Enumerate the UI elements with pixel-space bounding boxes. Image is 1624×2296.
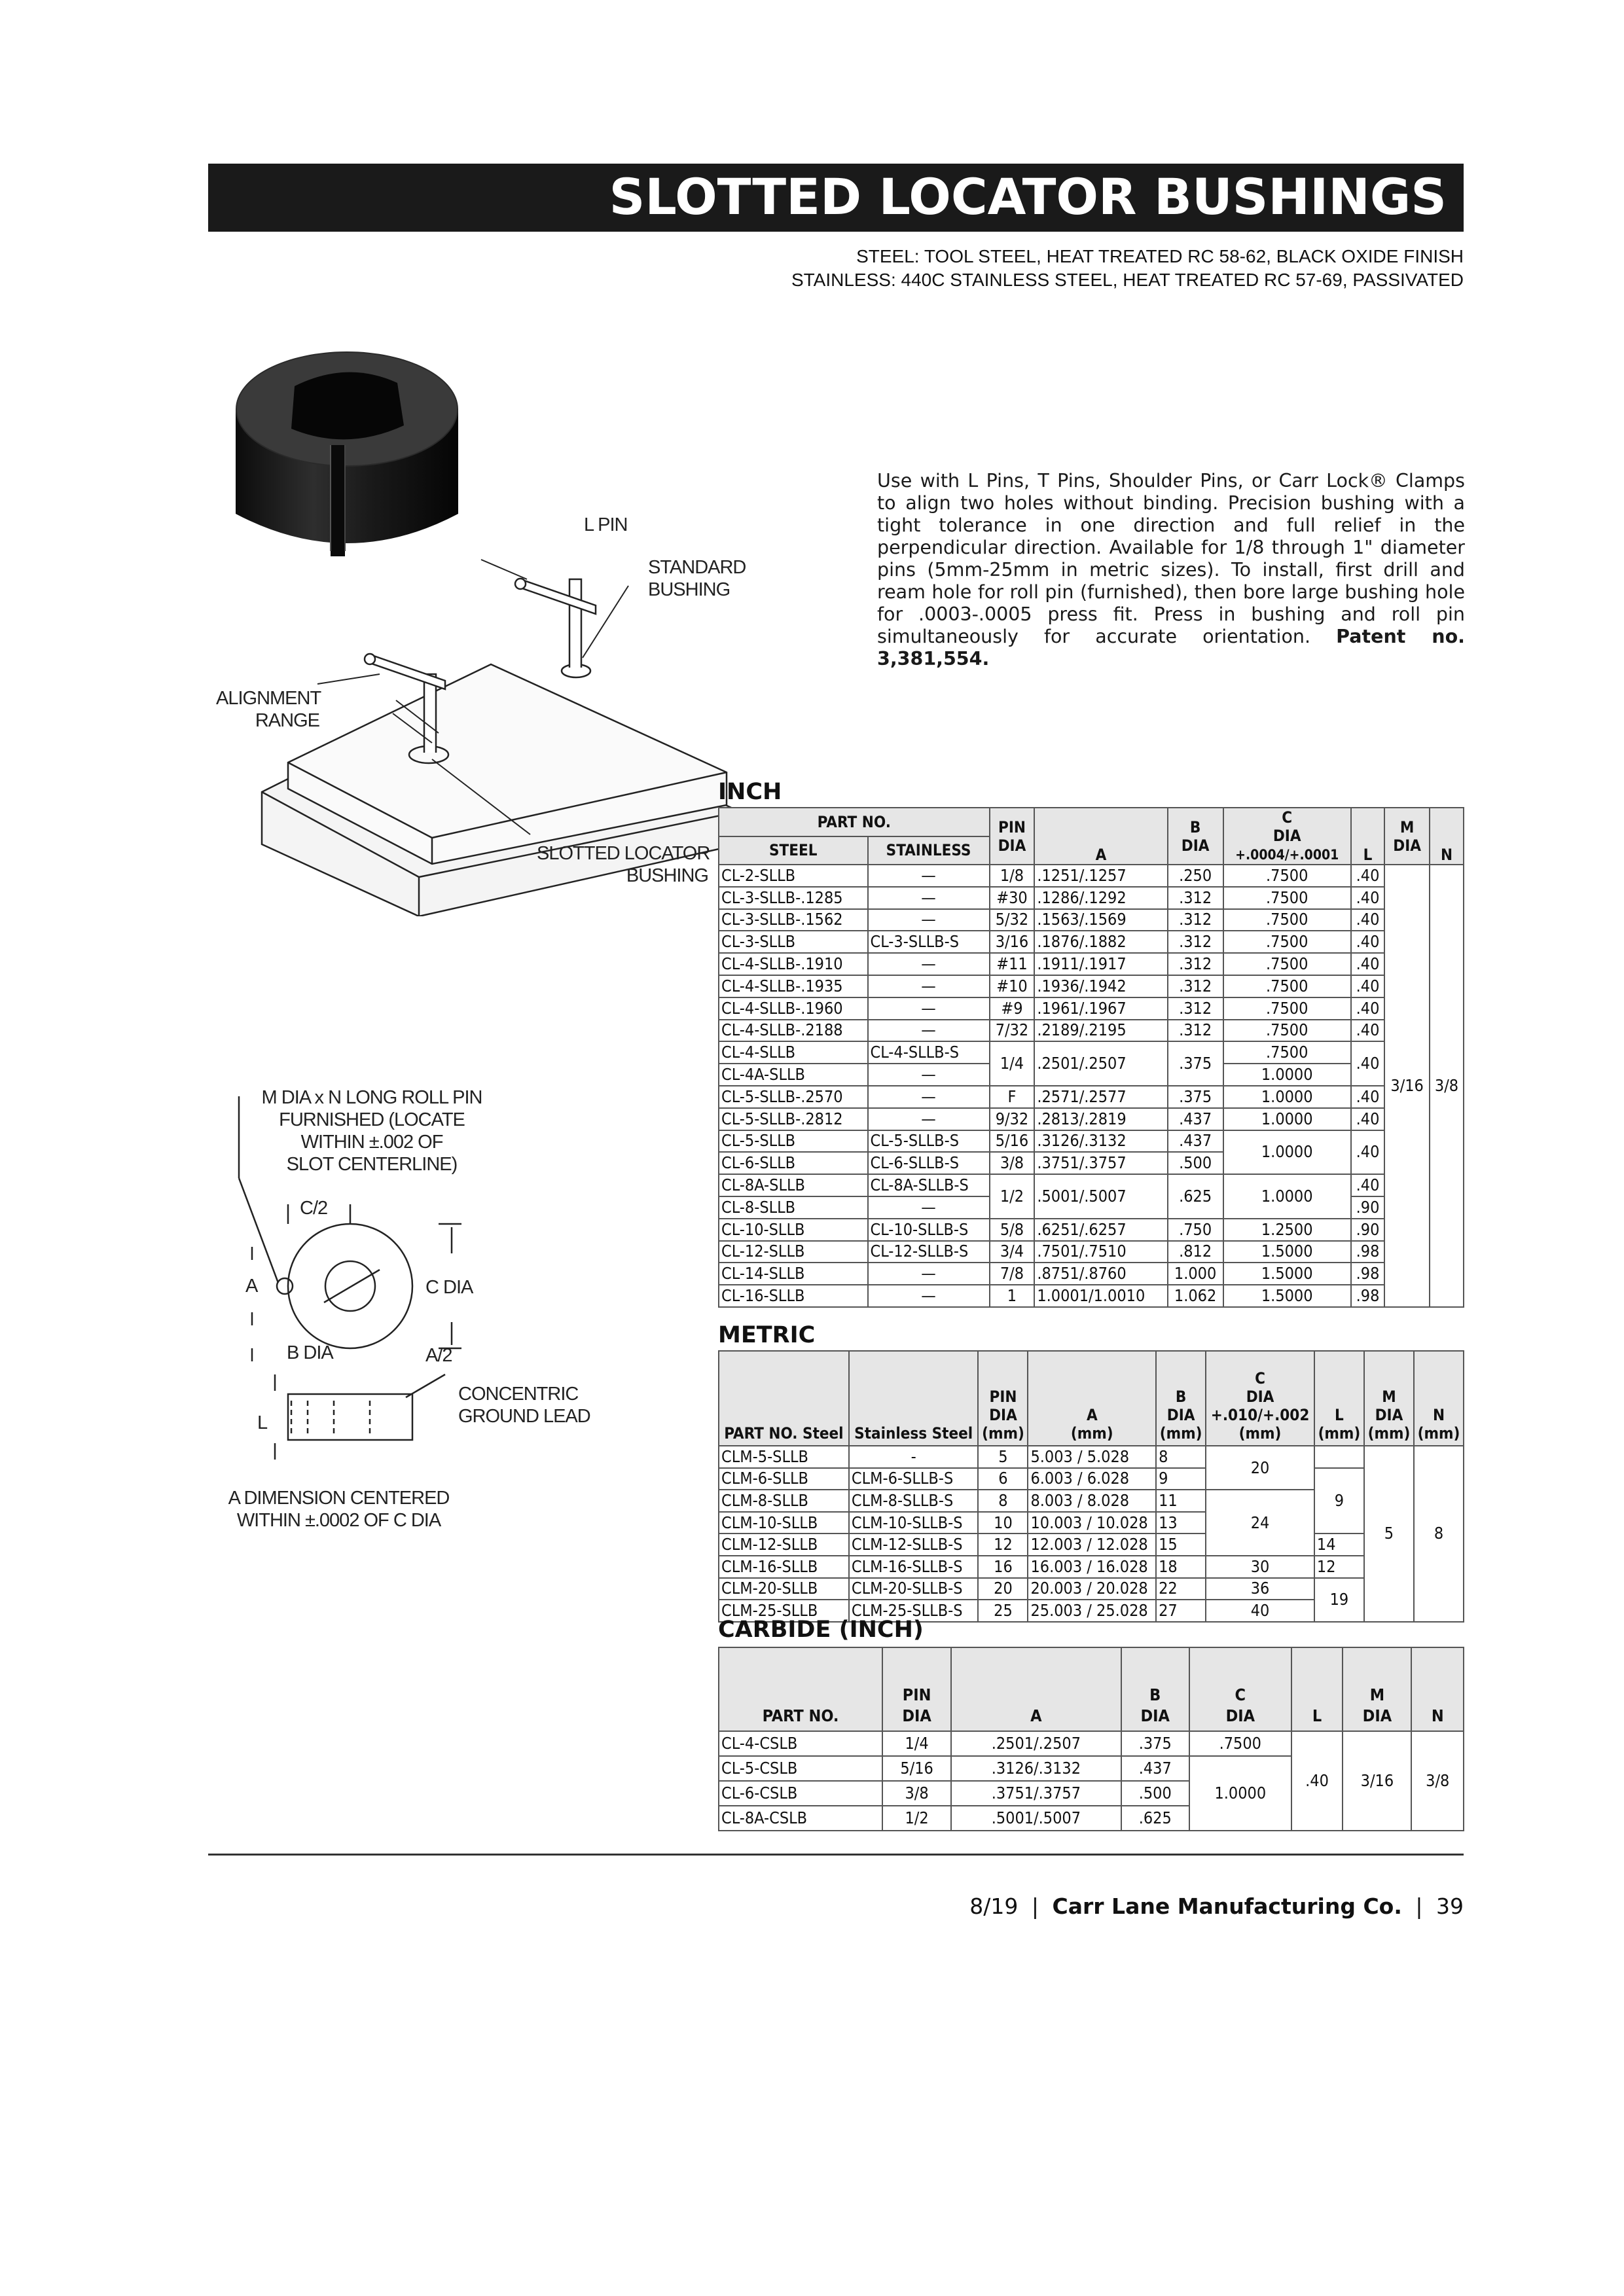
callout-l-pin: L PIN bbox=[584, 514, 628, 535]
table-row: CL-6-SLLB CL-6-SLLB-S 3/8 .3751/.3757 .500 bbox=[719, 1152, 1464, 1174]
table-row: CL-4-SLLB CL-4-SLLB-S 1/4 .2501/.2507 .375 .7500 .40 bbox=[719, 1041, 1464, 1064]
header-c-dia: C DIA +.010/+.002 (mm) bbox=[1206, 1351, 1314, 1446]
header-n: N bbox=[1430, 808, 1464, 865]
header-part-no: PART NO. bbox=[719, 1647, 882, 1731]
table-row: CLM-25-SLLB CLM-25-SLLB-S 25 25.003 / 25.028 27 40 bbox=[719, 1600, 1464, 1622]
table-row: CL-8-SLLB — .90 bbox=[719, 1196, 1464, 1219]
table-row: CL-4A-SLLB — 1.0000 bbox=[719, 1064, 1464, 1086]
table-row: CL-4-SLLB-.2188 — 7/32 .2189/.2195 .312 .7500 .40 bbox=[719, 1020, 1464, 1042]
footer-rule bbox=[208, 1854, 1464, 1856]
table-row: CLM-16-SLLB CLM-16-SLLB-S 16 16.003 / 16.028 18 30 12 bbox=[719, 1556, 1464, 1578]
table-row: CL-8A-CSLB 1/2 .5001/.5007 .625 bbox=[719, 1806, 1464, 1831]
table-row: CL-14-SLLB — 7/8 .8751/.8760 1.000 1.5000 .98 bbox=[719, 1263, 1464, 1285]
label-c-dia: C DIA bbox=[425, 1277, 473, 1298]
header-l: L bbox=[1291, 1647, 1343, 1731]
carbide-m-value: 3/16 bbox=[1343, 1731, 1411, 1831]
header-stainless-steel: Stainless Steel bbox=[849, 1351, 979, 1446]
header-m-dia: M DIA bbox=[1384, 808, 1430, 865]
header-a: A bbox=[1034, 808, 1167, 865]
header-a: A bbox=[951, 1647, 1121, 1731]
carbide-l-value: .40 bbox=[1291, 1731, 1343, 1831]
page-footer bbox=[969, 1893, 1464, 1919]
header-m-dia: M DIA (mm) bbox=[1364, 1351, 1414, 1446]
header-c-dia: C DIA bbox=[1189, 1647, 1291, 1731]
table-row: CLM-10-SLLB CLM-10-SLLB-S 10 10.003 / 10.028 13 bbox=[719, 1512, 1464, 1534]
inch-table bbox=[718, 807, 1464, 1308]
label-a: A bbox=[245, 1276, 258, 1297]
header-b-dia: B DIA bbox=[1168, 808, 1223, 865]
table-row: CLM-8-SLLB CLM-8-SLLB-S 8 8.003 / 8.028 11 24 bbox=[719, 1490, 1464, 1512]
header-pin-dia: PIN DIA (mm) bbox=[978, 1351, 1028, 1446]
footer-separator: | bbox=[1415, 1893, 1423, 1919]
header-m-dia: M DIA bbox=[1343, 1647, 1411, 1731]
table-row: CL-3-SLLB-.1285 — #30 .1286/.1292 .312 .7500 .40 bbox=[719, 887, 1464, 909]
header-b-dia: B DIA bbox=[1121, 1647, 1189, 1731]
table-row: CL-6-CSLB 3/8 .3751/.3757 .500 bbox=[719, 1781, 1464, 1806]
table-row: CLM-12-SLLB CLM-12-SLLB-S 12 12.003 / 12.028 15 14 bbox=[719, 1534, 1464, 1556]
callout-concentric-lead: CONCENTRIC GROUND LEAD bbox=[458, 1384, 590, 1427]
material-steel: STEEL: TOOL STEEL, HEAT TREATED RC 58-62, BLACK OXIDE FINISH bbox=[856, 246, 1464, 266]
table-row: CL-3-SLLB-.1562 — 5/32 .1563/.1569 .312 .7500 .40 bbox=[719, 909, 1464, 931]
header-n: N (mm) bbox=[1414, 1351, 1464, 1446]
table-row: CL-3-SLLB CL-3-SLLB-S 3/16 .1876/.1882 .312 .7500 .40 bbox=[719, 931, 1464, 953]
inch-section-label: INCH bbox=[718, 779, 782, 805]
label-c-half: C/2 bbox=[300, 1198, 328, 1219]
inch-m-value: 3/16 bbox=[1384, 865, 1430, 1307]
metric-n-value: 8 bbox=[1414, 1446, 1464, 1622]
footer-date: 8/19 bbox=[969, 1893, 1019, 1919]
header-c-dia: C DIA +.0004/+.0001 bbox=[1223, 808, 1351, 865]
table-row: CL-5-CSLB 5/16 .3126/.3132 .437 1.0000 bbox=[719, 1756, 1464, 1781]
callout-standard-bushing: STANDARD BUSHING bbox=[648, 557, 746, 600]
table-row: CLM-5-SLLB - 5 5.003 / 5.028 8 20 5 8 bbox=[719, 1446, 1464, 1468]
footer-separator: | bbox=[1031, 1893, 1039, 1919]
table-row: CL-2-SLLB — 1/8 .1251/.1257 .250 .7500 .40 3/16 3/8 bbox=[719, 865, 1464, 887]
table-row: CL-4-SLLB-.1935 — #10 .1936/.1942 .312 .7500 .40 bbox=[719, 975, 1464, 997]
table-row: CL-5-SLLB CL-5-SLLB-S 5/16 .3126/.3132 .437 1.0000 .40 bbox=[719, 1130, 1464, 1153]
page-number: 39 bbox=[1436, 1893, 1464, 1919]
carbide-n-value: 3/8 bbox=[1411, 1731, 1464, 1831]
header-l: L bbox=[1351, 808, 1384, 865]
bushing-photo bbox=[226, 347, 468, 569]
product-description: Use with L Pins, T Pins, Shoulder Pins, or Carr Lock® Clamps to align two holes without binding. Precision bushing with a tight tolerance in one direction and full relief in the perpendicular direction. Available for 1/8 through 1" diameter pins (5mm-25mm in metric sizes). To install, first drill and ream hole for roll pin (furnished), then bore large bushing hole for .0003-.0005 press fit. Press in bushing and roll pin simultaneously for accurate orientation. Patent no. 3,381,554. bbox=[877, 470, 1466, 670]
table-row: CL-5-SLLB-.2812 — 9/32 .2813/.2819 .437 1.0000 .40 bbox=[719, 1108, 1464, 1130]
header-n: N bbox=[1411, 1647, 1464, 1731]
header-part-no-steel: PART NO. Steel bbox=[719, 1351, 849, 1446]
header-stainless: STAINLESS bbox=[868, 836, 990, 865]
table-row: CL-10-SLLB CL-10-SLLB-S 5/8 .6251/.6257 .750 1.2500 .90 bbox=[719, 1219, 1464, 1241]
header-pin-dia: PIN DIA bbox=[882, 1647, 951, 1731]
callout-slotted-locator: SLOTTED LOCATOR BUSHING bbox=[537, 843, 710, 886]
table-row: CL-4-SLLB-.1960 — #9 .1961/.1967 .312 .7500 .40 bbox=[719, 997, 1464, 1020]
table-row: CLM-20-SLLB CLM-20-SLLB-S 20 20.003 / 20.028 22 36 19 bbox=[719, 1578, 1464, 1600]
page-title: SLOTTED LOCATOR BUSHINGS bbox=[609, 168, 1447, 226]
header-a: A (mm) bbox=[1028, 1351, 1156, 1446]
carbide-table bbox=[718, 1647, 1464, 1831]
footer-company: Carr Lane Manufacturing Co. bbox=[1052, 1893, 1402, 1919]
callout-a-dimension: A DIMENSION CENTERED WITHIN ±.0002 OF C DIA bbox=[228, 1488, 450, 1531]
table-row: CL-16-SLLB — 1 1.0001/1.0010 1.062 1.5000 .98 bbox=[719, 1285, 1464, 1307]
table-row: CL-8A-SLLB CL-8A-SLLB-S 1/2 .5001/.5007 .625 1.0000 .40 bbox=[719, 1174, 1464, 1196]
material-stainless: STAINLESS: 440C STAINLESS STEEL, HEAT TREATED RC 57-69, PASSIVATED bbox=[791, 270, 1464, 290]
materials-block bbox=[791, 245, 1464, 292]
label-a-half: A/2 bbox=[425, 1345, 452, 1366]
metric-section-label: METRIC bbox=[718, 1322, 816, 1348]
table-row: CL-5-SLLB-.2570 — F .2571/.2577 .375 1.0000 .40 bbox=[719, 1086, 1464, 1108]
table-row: CL-4-SLLB-.1910 — #11 .1911/.1917 .312 .7500 .40 bbox=[719, 953, 1464, 975]
callout-roll-pin: M DIA x N LONG ROLL PIN FURNISHED (LOCATE WITHIN ±.002 OF SLOT CENTERLINE) bbox=[261, 1087, 482, 1175]
header-pin-dia: PIN DIA bbox=[990, 808, 1035, 865]
header-l: L (mm) bbox=[1314, 1351, 1364, 1446]
label-l: L bbox=[257, 1412, 268, 1433]
title-bar bbox=[208, 164, 1464, 232]
header-b-dia: B DIA (mm) bbox=[1156, 1351, 1206, 1446]
table-row: CL-4-CSLB 1/4 .2501/.2507 .375 .7500 .40 3/16 3/8 bbox=[719, 1731, 1464, 1756]
metric-table bbox=[718, 1350, 1464, 1623]
metric-m-value: 5 bbox=[1364, 1446, 1414, 1622]
table-row: CL-12-SLLB CL-12-SLLB-S 3/4 .7501/.7510 .812 1.5000 .98 bbox=[719, 1241, 1464, 1263]
header-part-no: PART NO. bbox=[719, 808, 990, 836]
header-steel: STEEL bbox=[719, 836, 868, 865]
label-b-dia: B DIA bbox=[287, 1342, 333, 1363]
inch-n-value: 3/8 bbox=[1430, 865, 1464, 1307]
carbide-section-label: CARBIDE (INCH) bbox=[718, 1617, 924, 1643]
table-row: CLM-6-SLLB CLM-6-SLLB-S 6 6.003 / 6.028 9 9 bbox=[719, 1468, 1464, 1490]
patent-number: Patent no. 3,381,554. bbox=[877, 626, 1466, 670]
callout-alignment-range: ALIGNMENT RANGE bbox=[216, 688, 321, 731]
